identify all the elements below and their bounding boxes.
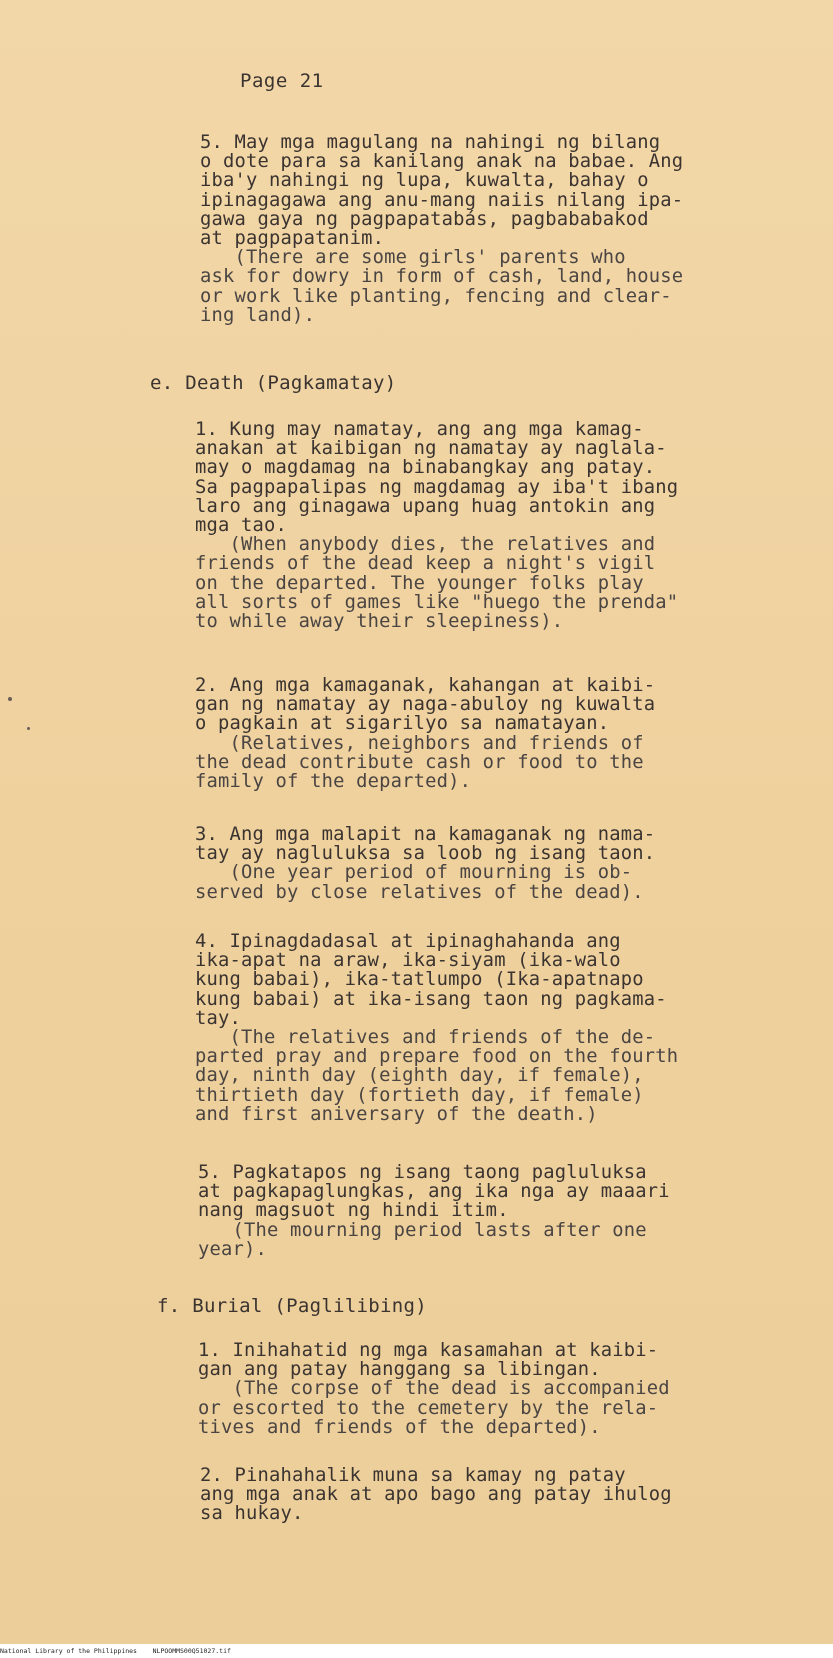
text-line: 5. May mga magulang na nahingi ng bilang <box>200 132 661 153</box>
text-line: tay ay nagluluksa sa loob ng isang taon. <box>195 843 656 865</box>
text-line: 5. Pagkatapos ng isang taong pagluluksa <box>198 1162 647 1183</box>
text-line: the dead contribute cash or food to the <box>195 751 644 773</box>
text-line: gan ang patay hanggang sa libingan. <box>198 1359 601 1381</box>
ink-speck <box>27 727 30 730</box>
paragraph-death-3 <box>195 825 785 902</box>
footer-file: NLPOOMMS00Q51027.tif <box>152 1647 231 1655</box>
paragraph-death-4 <box>195 932 785 1124</box>
footer-library: National Library of the Philippines <box>0 1647 137 1655</box>
text-line: (Relatives, neighbors and friends of <box>195 732 644 754</box>
text-line: gawa gaya ng pagpapatabás, pagbababakod <box>200 208 649 230</box>
text-line: kung babai) at ika-isang taon ng pagkama- <box>195 988 667 1010</box>
text-line: Sa pagpapalipas ng magdamag ay iba't ibang <box>195 476 679 498</box>
text-line: laro ang ginagawa upang huag antokin ang <box>195 495 656 517</box>
text-line: sa hukay. <box>200 1503 304 1525</box>
text-line: anakan at kaibigan ng namatay ay naglala- <box>195 438 667 460</box>
text-line: parted pray and prepare food on the fourth <box>195 1046 679 1068</box>
text-line: 2. Ang mga kamaganak, kahangan at kaibi- <box>195 675 656 696</box>
text-line: ask for dowry in form of cash, land, house <box>200 266 684 288</box>
page-number: Page 21 <box>240 70 324 92</box>
text-line: 2. Pinahahalik muna sa kamay ng patay <box>200 1465 626 1486</box>
section-heading-death: e. Death (Pagkamatay) <box>150 372 397 394</box>
text-line: ang mga anak at apo bago ang patay ihulog <box>200 1484 672 1506</box>
text-line: 1. Kung may namatay, ang ang mga kamag- <box>195 419 644 440</box>
text-line: ing land). <box>200 304 316 326</box>
text-line: (The corpse of the dead is accompanied <box>198 1378 670 1400</box>
text-line: kung babai), ika-tatlumpo (Ika-apatnapo <box>195 969 644 991</box>
text-line: or escorted to the cemetery by the rela- <box>198 1397 659 1419</box>
text-line: (There are some girls' parents who <box>200 247 626 269</box>
text-line: thirtieth day (fortieth day, if female) <box>195 1084 644 1106</box>
text-line: o dote para sa kanilang anak na babae. Ang <box>200 151 684 173</box>
text-line: (One year period of mourning is ob- <box>195 862 633 884</box>
text-line: year). <box>198 1238 268 1260</box>
text-line: 4. Ipinagdadasal at ipinaghahanda ang <box>195 931 621 952</box>
text-line: at pagkapaglungkas, ang ika nga ay maaari <box>198 1181 670 1203</box>
paragraph-death-2 <box>195 676 785 791</box>
text-line: to while away their sleepiness). <box>195 611 564 633</box>
text-line: ika-apat na araw, ika-siyam (ika-walo <box>195 950 621 972</box>
text-line: o pagkain at sigarilyo sa namatayan. <box>195 713 610 735</box>
text-line: on the departed. The younger folks play <box>195 572 644 594</box>
text-line: mga tao. <box>195 515 288 537</box>
text-line: 1. Inihahatid ng mga kasamahan at kaibi- <box>198 1340 659 1361</box>
text-line: family of the departed). <box>195 771 472 793</box>
text-line: iba'y nahingi ng lupa, kuwalta, bahay o <box>200 170 649 192</box>
text-line: tives and friends of the departed). <box>198 1416 601 1438</box>
text-line: may o magdamag na binabangkay ang patay. <box>195 457 656 479</box>
text-line: nang magsuot ng hindi itim. <box>198 1200 509 1222</box>
text-line: served by close relatives of the dead). <box>195 881 644 903</box>
scan-footer <box>0 1644 833 1658</box>
paragraph-death-5 <box>198 1163 788 1259</box>
text-line: friends of the dead keep a night's vigil <box>195 553 656 575</box>
paragraph-dowry <box>200 133 790 325</box>
text-line: at pagpapatanim. <box>200 228 385 250</box>
text-line: 3. Ang mga malapit na kamaganak ng nama- <box>195 824 656 845</box>
text-line: tay. <box>195 1007 242 1029</box>
paragraph-burial-1 <box>198 1341 788 1437</box>
ink-speck <box>8 697 12 701</box>
text-line: (The relatives and friends of the de- <box>195 1027 656 1049</box>
text-line: all sorts of games like "huego the prenda" <box>195 591 679 613</box>
text-line: day, ninth day (eighth day, if female), <box>195 1065 644 1087</box>
text-line: or work like planting, fencing and clear- <box>200 285 672 307</box>
paragraph-burial-2 <box>200 1466 790 1524</box>
text-line: (The mourning period lasts after one <box>198 1219 647 1241</box>
section-heading-burial: f. Burial (Paglilibing) <box>157 1295 427 1317</box>
text-line: and first aniversary of the death.) <box>195 1103 598 1125</box>
text-line: ipinagagawa ang anu-mang naiis nilang ipa- <box>200 189 684 211</box>
text-line: gan ng namatay ay naga-abuloy ng kuwalta <box>195 694 656 716</box>
text-line: (When anybody dies, the relatives and <box>195 534 656 556</box>
paragraph-death-1 <box>195 420 785 631</box>
